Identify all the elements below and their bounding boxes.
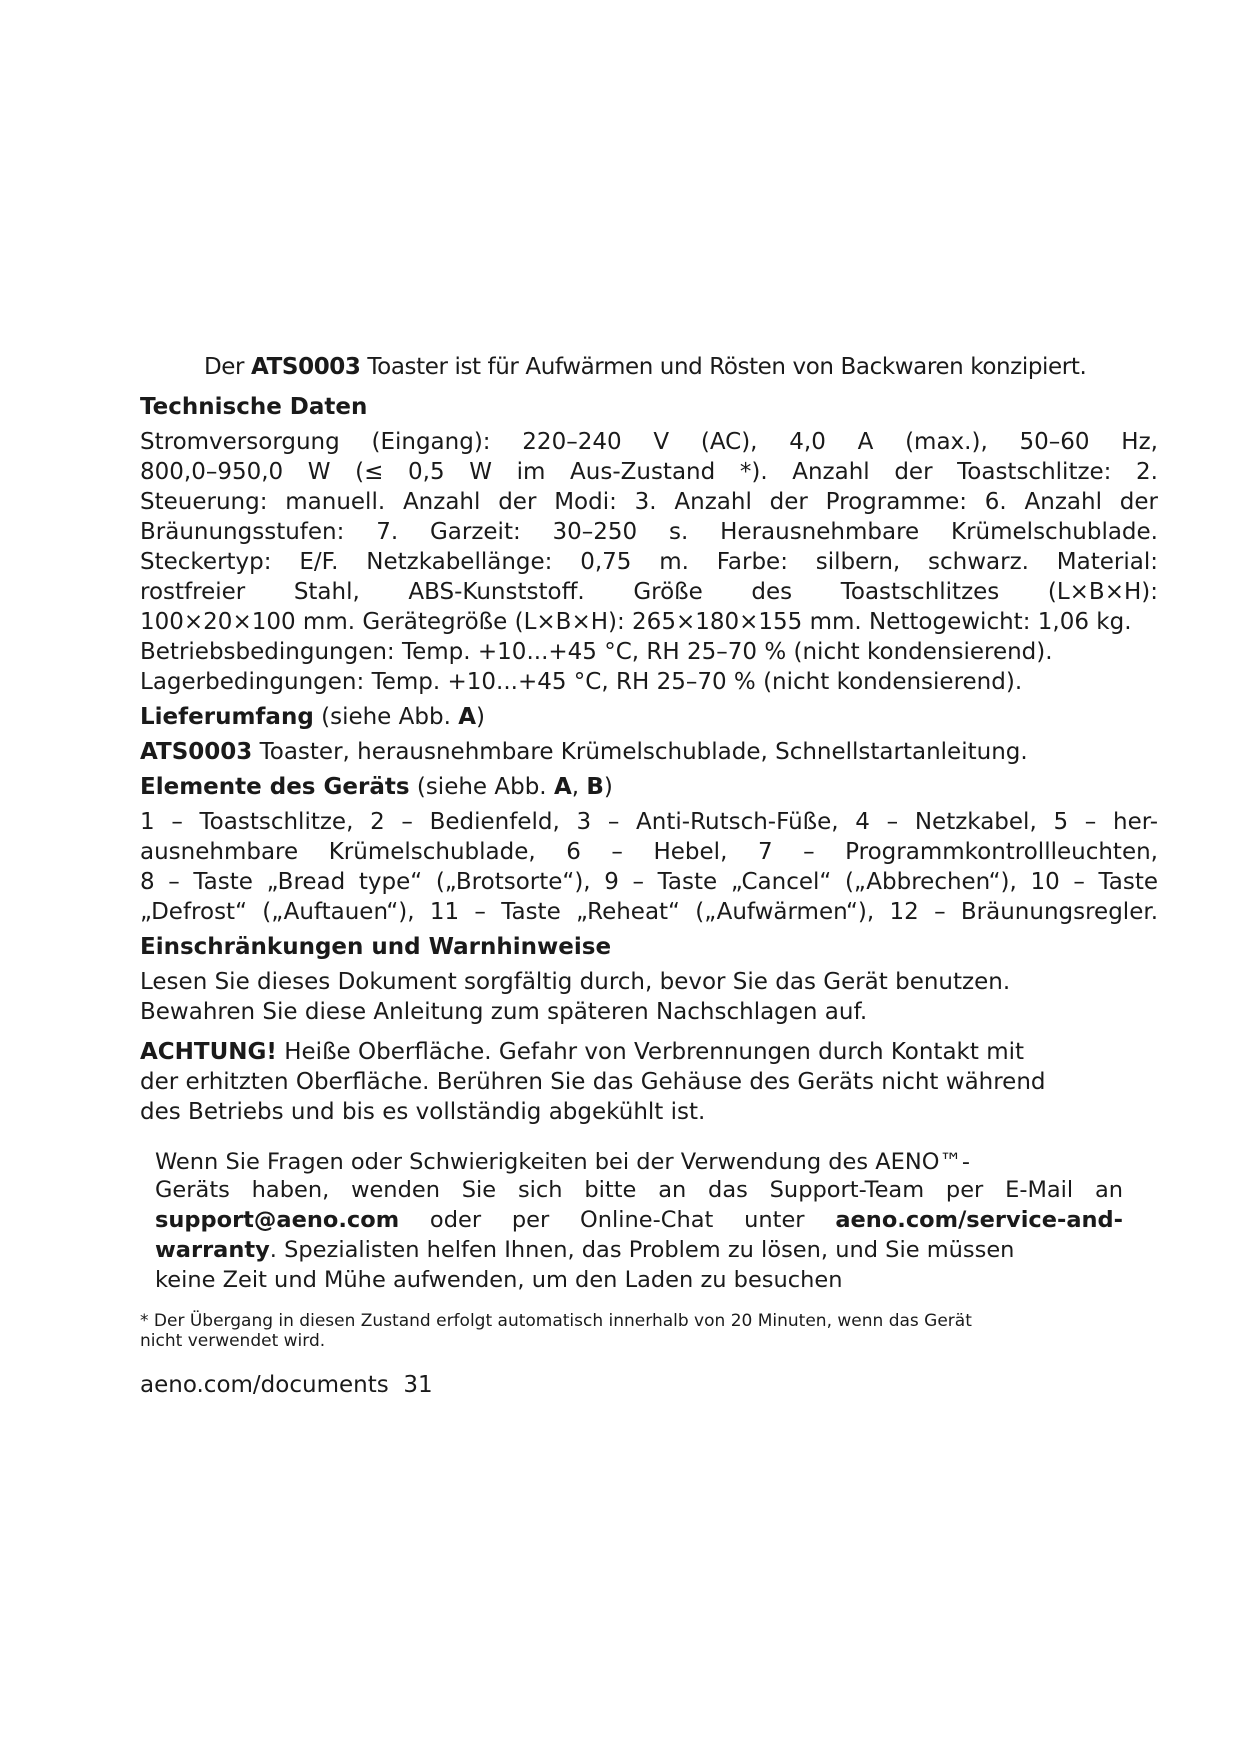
scope-line: ATS0003 Toaster, herausnehmbare Krümelschublade, Schnellstartanleitung. xyxy=(140,739,1028,765)
scope-heading-line: Lieferumfang (siehe Abb. A) xyxy=(140,704,485,730)
tech-line: rostfreier Stahl, ABS-Kunststoff. Größe des Toastschlitzes (L×B×H): xyxy=(140,579,1158,605)
footnote-line: nicht verwendet wird. xyxy=(140,1331,326,1351)
support-line: Wenn Sie Fragen oder Schwierigkeiten bei der Verwendung des AENO™- xyxy=(155,1149,971,1175)
page-number: 31 xyxy=(403,1372,433,1398)
caution-line: des Betriebs und bis es vollständig abgekühlt ist. xyxy=(140,1099,706,1125)
caution-line: ACHTUNG! Heiße Oberfläche. Gefahr von Verbrennungen durch Kontakt mit xyxy=(140,1039,1025,1065)
intro-line: Der ATS0003 Toaster ist für Aufwärmen und Rösten von Backwaren konzipiert. xyxy=(204,354,1087,380)
support-line: warranty. Spezialisten helfen Ihnen, das Problem zu lösen, und Sie müssen xyxy=(155,1237,1015,1263)
tech-heading: Technische Daten xyxy=(140,394,368,420)
elements-line: „Defrost“ („Auftauen“), 11 – Taste „Reheat“ („Aufwärmen“), 12 – Bräunungsregler. xyxy=(140,899,1158,925)
warnings-line: Bewahren Sie diese Anleitung zum späteren Nachschlagen auf. xyxy=(140,999,868,1025)
caution-label: ACHTUNG! xyxy=(140,1039,277,1065)
tech-line: Bräunungsstufen: 7. Garzeit: 30–250 s. Herausnehmbare Krümelschublade. xyxy=(140,519,1158,545)
elements-heading: Elemente des Geräts xyxy=(140,774,410,800)
scope-heading: Lieferumfang xyxy=(140,704,314,730)
warnings-heading: Einschränkungen und Warnhinweise xyxy=(140,934,612,960)
tech-line: Lagerbedingungen: Temp. +10...+45 °C, RH 25–70 % (nicht kondensierend). xyxy=(140,669,1023,695)
tech-line: 100×20×100 mm. Gerätegröße (L×B×H): 265×180×155 mm. Nettogewicht: 1,06 kg. xyxy=(140,609,1132,635)
support-line: support@aeno.com oder per Online-Chat unter aeno.com/service-and- xyxy=(155,1207,1123,1233)
tech-line: Betriebsbedingungen: Temp. +10...+45 °C, RH 25–70 % (nicht kondensierend). xyxy=(140,639,1053,665)
elements-line: 8 – Taste „Bread type“ („Brotsorte“), 9 – Taste „Cancel“ („Abbrechen“), 10 – Taste xyxy=(140,869,1158,895)
footer-url: aeno.com/documents xyxy=(140,1372,389,1398)
elements-heading-line: Elemente des Geräts (siehe Abb. A, B) xyxy=(140,774,613,800)
elements-line: ausnehmbare Krümelschublade, 6 – Hebel, 7 – Programmkontrollleuchten, xyxy=(140,839,1158,865)
tech-line: Steuerung: manuell. Anzahl der Modi: 3. Anzahl der Programme: 6. Anzahl der xyxy=(140,489,1158,515)
support-line: Geräts haben, wenden Sie sich bitte an das Support-Team per E-Mail an xyxy=(155,1177,1123,1203)
caution-line: der erhitzten Oberfläche. Berühren Sie das Gehäuse des Geräts nicht während xyxy=(140,1069,1046,1095)
elements-line: 1 – Toastschlitze, 2 – Bedienfeld, 3 – Anti-Rutsch-Füße, 4 – Netzkabel, 5 – her- xyxy=(140,809,1158,835)
warnings-line: Lesen Sie dieses Dokument sorgfältig durch, bevor Sie das Gerät benutzen. xyxy=(140,969,1011,995)
support-email-link[interactable]: support@aeno.com xyxy=(155,1207,400,1233)
footnote-line: * Der Übergang in diesen Zustand erfolgt automatisch innerhalb von 20 Minuten, wenn das Gerät xyxy=(140,1311,972,1331)
intro-model: ATS0003 xyxy=(251,354,361,380)
support-url-link-continued[interactable]: warranty xyxy=(155,1237,270,1263)
tech-line: Steckertyp: E/F. Netzkabellänge: 0,75 m. Farbe: silbern, schwarz. Material: xyxy=(140,549,1158,575)
tech-line: Stromversorgung (Eingang): 220–240 V (AC), 4,0 A (max.), 50–60 Hz, xyxy=(140,429,1158,455)
scope-model: ATS0003 xyxy=(140,739,253,765)
page-footer xyxy=(140,1370,433,1400)
support-line: keine Zeit und Mühe aufwenden, um den Laden zu besuchen xyxy=(155,1267,843,1293)
tech-line: 800,0–950,0 W (≤ 0,5 W im Aus-Zustand *). Anzahl der Toastschlitze: 2. xyxy=(140,459,1158,485)
support-url-link[interactable]: aeno.com/service-and- xyxy=(835,1207,1123,1233)
